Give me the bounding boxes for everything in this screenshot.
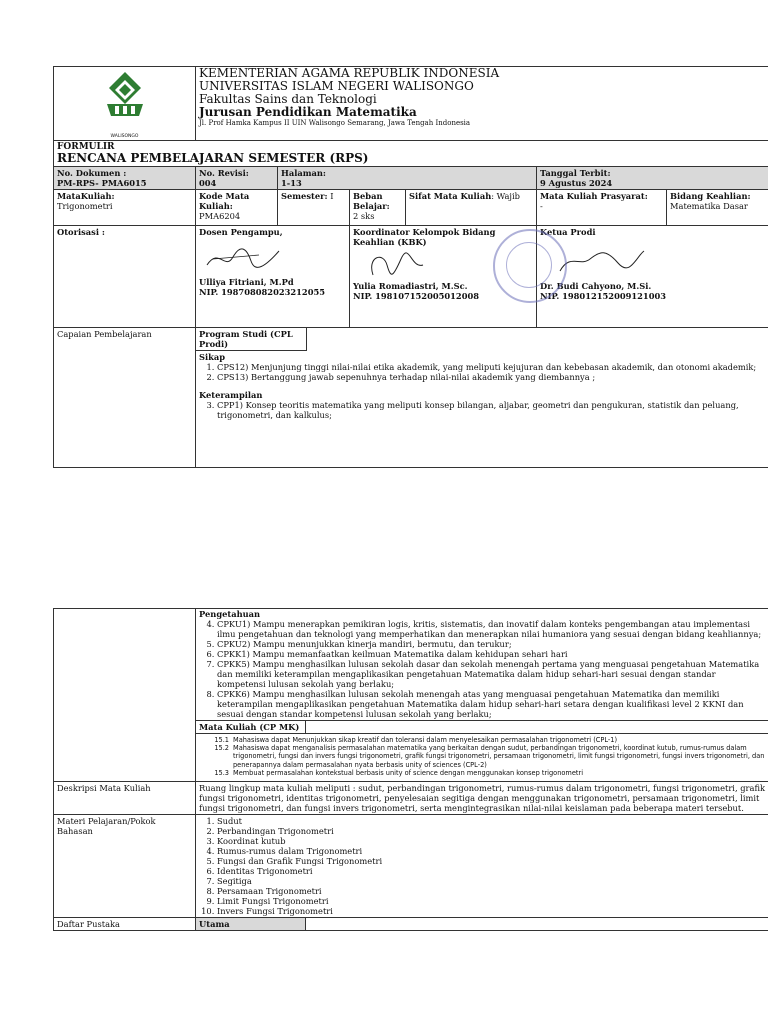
ministry-name: KEMENTERIAN AGAMA REPUBLIK INDONESIA	[199, 66, 500, 80]
pengetahuan-cell	[196, 609, 768, 721]
lecturer-nip: NIP. 198708082023212055	[199, 287, 326, 297]
materi-cell	[196, 815, 768, 918]
form-title-cell	[54, 141, 768, 167]
rps-table-page-2	[53, 608, 768, 931]
doc-number-cell: No. Dokumen : PM-RPS- PMA6015	[54, 167, 196, 190]
field-cell: Bidang Keahlian: Matematika Dasar	[667, 190, 768, 226]
department-name: Jurusan Pendidikan Matematika	[199, 105, 417, 119]
coordinator-nip: NIP. 198107152005012008	[353, 291, 480, 301]
cpl-prodi-heading: Program Studi (CPL Prodi)	[196, 328, 307, 351]
logo-cell	[54, 67, 196, 141]
cpl-content	[196, 328, 768, 468]
lecturer-name: Ulliya Fitriani, M.Pd	[199, 277, 294, 287]
pustaka-utama: Utama	[196, 918, 306, 931]
materi-list: 1. Sudut 2. Perbandingan Trigonometri 3. Koordinat kutub 4. Rumus-rumus dalam Trigonometri 5. Fungsi dan Grafik Fungsi Trigonometri 6. Identitas Trigonometri 7. Segitiga 8. Persamaan Trigonometri 9. Limit Fungsi Trigonometri 10. Invers Fungsi Trigonometri	[199, 816, 765, 916]
logo-caption: WALISONGO	[110, 134, 139, 139]
cpmk-list	[196, 734, 768, 782]
official-stamp-inner	[506, 242, 552, 288]
cpmk-empty	[306, 721, 768, 734]
coordinator-cell: Koordinator Kelompok Bidang Keahlian (KBK) Yulia Romadiastri, M.Sc. NIP. 198107152005012008	[350, 226, 537, 328]
course-nature-cell: Sifat Mata Kuliah: Wajib	[406, 190, 537, 226]
semester-cell: Semester: I	[278, 190, 350, 226]
form-title: RENCANA PEMBELAJARAN SEMESTER (RPS)	[57, 151, 369, 165]
form-label: FORMULIR	[57, 142, 115, 152]
cpmk-item: 15.3 Membuat permasalahan kontekstual berbasis unity of science dengan menggunakan konsep trigonometri	[214, 768, 584, 777]
head-signature	[540, 237, 765, 281]
pengetahuan-heading: Pengetahuan	[199, 609, 261, 619]
pustaka-empty	[306, 918, 768, 931]
sikap-heading: Sikap	[199, 352, 226, 362]
cpmk-item: 15.1 Mahasiswa dapat Menunjukkan sikap kreatif dan toleransi dalam menyelesaikan permasalahan trigonometri (CPL-1)	[214, 736, 618, 744]
doc-page-cell: Halaman: 1-13	[278, 167, 537, 190]
keterampilan-heading: Keterampilan	[199, 390, 263, 400]
keterampilan-list: 3. CPP1) Konsep teoritis matematika yang meliputi konsep bilangan, aljabar, geometri dan pengukuran, statistik dan peluang, trigonometri, dan kalkulus;	[199, 400, 765, 420]
course-code-cell: Kode Mata Kuliah: PMA6204	[196, 190, 278, 226]
pengetahuan-list: 4. CPKU1) Mampu menerapkan pemikiran logis, kritis, sistematis, dan inovatif dalam konteks pengembangan atau implementasi ilmu pengetahuan dan teknologi yang memperhatikan dan menerapkan nilai humaniora yang sesuai dengan bidang keahliannya; 5. CPKU2) Mampu menunjukkan kinerja mandiri, bermutu, dan terukur; 6. CPKK1) Mampu memanfaatkan keilmuan Matematika dalam kehidupan sehari hari 7. CPKK5) Mampu menghasilkan lulusan sekolah dasar dan sekolah menengah pertama yang menguasai pengetahuan Matematika dan memiliki keterampilan mengaplikasikan pengetahuan Matematika dalam hidup sehari-hari sesuai dengan standar kompetensi lulusan sekolah yang berlaku; 8. CPKK6) Mampu menghasilkan lulusan sekolah menengah atas yang menguasai pengetahuan Matematika dan memiliki keterampilan mengaplikasikan pengetahuan Matematika dalam hidup sehari-hari setara dengan kualifikasi level 2 KKNI dan sesuai dengan standar kompetensi lulusan sekolah yang berlaku;	[199, 619, 765, 719]
doc-revision-cell: No. Revisi: 004	[196, 167, 278, 190]
authorization-label: Otorisasi :	[54, 226, 196, 328]
cpmk-heading: Mata Kuliah (CP MK)	[196, 721, 306, 734]
head-nip: NIP. 198012152009121003	[540, 291, 667, 301]
cpl-label: Capaian Pembelajaran	[54, 328, 196, 468]
lecturer-cell: Dosen Pengampu, Ulliya Fitriani, M.Pd NIP. 198708082023212055	[196, 226, 350, 328]
lecturer-signature	[199, 237, 346, 277]
description-label: Deskripsi Mata Kuliah	[54, 782, 196, 815]
coordinator-name: Yulia Romadiastri, M.Sc.	[353, 281, 468, 291]
prerequisite-cell: Mata Kuliah Prasyarat: -	[537, 190, 667, 226]
course-load-cell: Beban Belajar: 2 sks	[350, 190, 406, 226]
sikap-list: 1. CPS12) Menjunjung tinggi nilai-nilai etika akademik, yang meliputi kejujuran dan kebebasan akademik, dan otonomi akademik; 2. CPS13) Bertanggung jawab sepenuhnya terhadap nilai-nilai akademik yang diembannya ;	[199, 362, 765, 382]
cpmk-item: 15.2 Mahasiswa dapat menganalisis permasalahan matematika yang berkaitan dengan sudut, perbandingan trigonometri, koordinat kutub, rumus-rumus dalam trigonometri, fungsi dan invers fungsi trigonometri, grafik fungsi trigonometri, persamaan trigonometri, limit fungsi trigonometri, fungsi invers trigonometri, dan penerapannya dalam permasalahan nyata berbasis unity of sciences (CPL-2)	[214, 744, 765, 769]
course-name-cell: MataKuliah: Trigonometri	[54, 190, 196, 226]
empty-cell-2	[54, 734, 196, 782]
empty-cell	[54, 721, 196, 734]
head-name: Dr. Budi Cahyono, M.Si.	[540, 281, 652, 291]
university-logo	[97, 68, 153, 132]
head-cell: Ketua Prodi Dr. Budi Cahyono, M.Si. NIP. 198012152009121003	[537, 226, 768, 328]
doc-date-cell: Tanggal Terbit: 9 Agustus 2024	[537, 167, 768, 190]
materi-label: Materi Pelajaran/Pokok Bahasan	[54, 815, 196, 918]
university-name: UNIVERSITAS ISLAM NEGERI WALISONGO	[199, 79, 474, 93]
pustaka-label: Daftar Pustaka	[54, 918, 196, 931]
description-text: Ruang lingkup mata kuliah meliputi : sudut, perbandingan trigonometri, rumus-rumus dalam trigonometri, fungsi trigonometri, grafik fungsi trigonometri, identitas trigonometri, penyelesaian segitiga dengan menggunakan trigonometri, persamaan trigonometri, limit fungsi trigonometri, dan fungsi invers trigonometri, serta mengintegrasikan nilai-nilai keislaman pada beberapa materi tersebut.	[196, 782, 768, 815]
cpl-label-continued	[54, 609, 196, 721]
institution-address: Jl. Prof Hamka Kampus II UIN Walisongo Semarang, Jawa Tengah Indonesia	[199, 119, 471, 127]
faculty-name: Fakultas Sains dan Teknologi	[199, 92, 377, 106]
rps-table-page-1	[53, 66, 768, 468]
institution-header	[196, 67, 768, 141]
